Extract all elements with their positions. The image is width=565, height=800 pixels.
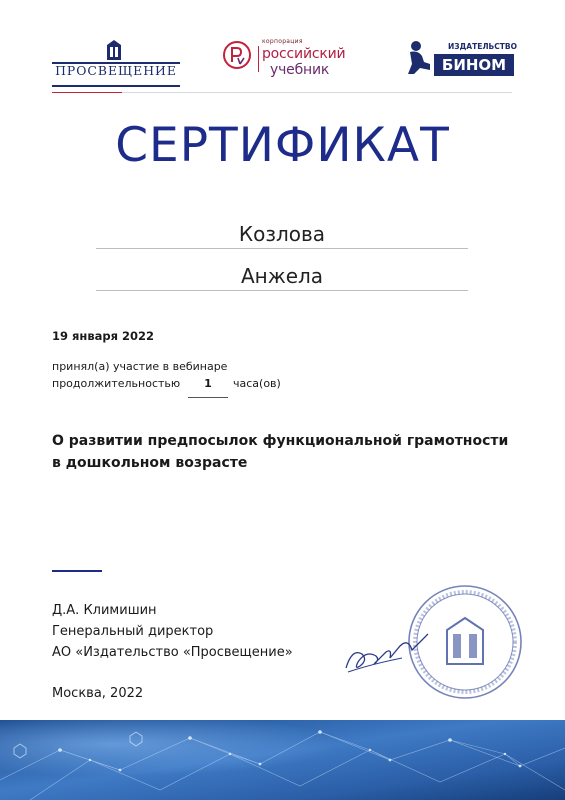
logo-separator: [258, 46, 259, 72]
webinar-topic: [52, 430, 522, 474]
ru-circle-icon: [222, 40, 252, 70]
bottom-network-decoration: [0, 720, 565, 800]
topic-line-2: в дошкольном возрасте: [52, 455, 248, 471]
signatory-name: Д.А. Климишин: [52, 603, 157, 618]
duration-label: продолжительностью: [52, 377, 181, 390]
binom-wordmark-box: [434, 54, 514, 76]
first-name: Анжела: [240, 264, 324, 288]
binom-wordmark: БИНОМ: [441, 56, 507, 74]
thinker-figure-icon: [404, 40, 432, 76]
topic-line-1: О развитии предпосылок функциональной грамотности: [52, 433, 509, 449]
logo-mid-line2: учебник: [270, 62, 330, 78]
prosveshchenie-wordmark: ПРОСВЕЩЕНИЕ: [55, 63, 177, 78]
place-year: Москва, 2022: [52, 686, 144, 701]
logo-mid-caption: корпорация: [262, 38, 303, 45]
prosveshchenie-logo: [52, 38, 180, 90]
logo-mid-line1: российский: [262, 46, 346, 62]
binom-logo: [404, 40, 516, 78]
rossiyskiy-uchebnik-logo: [222, 38, 372, 78]
header-divider: [52, 92, 512, 93]
event-date: 19 января 2022: [52, 329, 155, 343]
signatory-organization: АО «Издательство «Просвещение»: [52, 645, 293, 660]
duration-value: 1: [204, 377, 212, 390]
participation-text: принял(а) участие в вебинаре: [52, 360, 228, 373]
first-name-underline: [96, 290, 468, 291]
signatory-position: Генеральный директор: [52, 624, 214, 639]
binom-publisher-caption: ИЗДАТЕЛЬСТВО: [448, 42, 517, 51]
duration-unit: часа(ов): [233, 377, 281, 390]
surname: Козлова: [238, 222, 326, 246]
signature-accent-rule: [52, 570, 102, 572]
certificate-title: СЕРТИФИКАТ: [115, 118, 450, 173]
handwritten-signature-icon: [342, 628, 432, 676]
surname-underline: [96, 248, 468, 249]
duration-underline: [188, 397, 228, 398]
logo-bottom-bar: [52, 85, 180, 87]
prosveshchenie-emblem-icon: [106, 39, 122, 61]
